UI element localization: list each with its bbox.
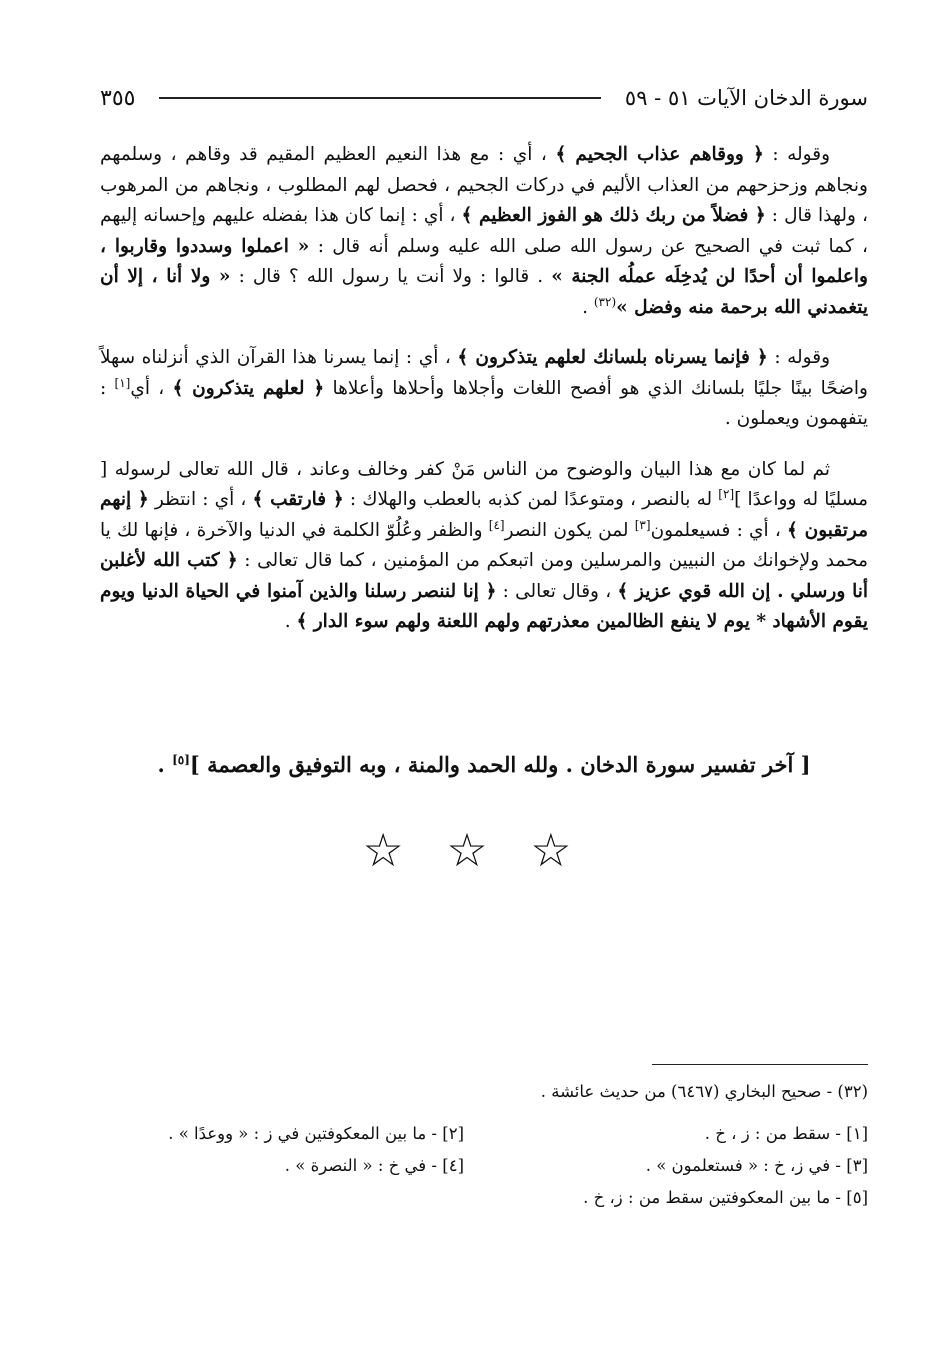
paragraph-1 <box>100 140 868 323</box>
p2-text-3: ، أي <box>130 377 173 399</box>
page-number: ٣٥٥ <box>100 85 136 111</box>
p1-text-4: . قالوا : ولا أنت يا رسول الله ؟ قال : <box>230 266 552 287</box>
quran-verse: ﴿ إنا لننصر رسلنا والذين آمنوا في الحياة الدنيا ويوم يقوم الأشهاد * يوم لا ينفع الظالمين معذرتهم ولهم اللعنة ولهم سوء الدار ﴾ <box>100 580 868 632</box>
footnote-ref: [٥] <box>172 753 190 767</box>
hadith-text: « اعملوا وسددوا وقاربوا ، واعلموا أن أحدًا لن يُدخِلَه عملُه الجنة » <box>100 235 868 287</box>
quran-verse: ﴿ لعلهم يتذكرون ﴾ <box>172 377 325 399</box>
footnote-ref: [٣] <box>634 517 651 532</box>
running-title: سورة الدخان الآيات ٥١ - ٥٩ <box>624 86 868 110</box>
footnote-separator <box>652 1064 868 1065</box>
p2-text-1: وقوله : <box>767 347 831 368</box>
p1-text-3: ، أي : إنما كان هذا بفضله عليهم وإحسانه إليهم ، كما ثبت في الصحيح عن رسول الله صلى الله عليه وسلم أنه قال : <box>100 205 868 257</box>
p3-text-2: له بالنصر ، ومتوعدًا لمن كذبه بالعطب والهلاك : <box>343 489 719 510</box>
textual-notes <box>100 1118 868 1214</box>
footnote-1: [١] - سقط من : ز ، خ . <box>704 1124 868 1143</box>
p1-text-5: . <box>582 296 594 318</box>
p3-text-7: ، وقال تعالى : <box>496 580 618 602</box>
footnotes <box>100 1076 868 1214</box>
running-header <box>100 80 868 116</box>
p1-text-2: ، أي : مع هذا النعيم العظيم المقيم قد وقاهم ، وسلمهم ونجاهم وزحزحهم من العذاب الأليم في دركات الجحيم ، فحصل لهم المطلوب ، ونجاهم من المرهوب ، ولهذا قال : <box>100 144 868 226</box>
footnote-5: [٥] - ما بين المعكوفتين سقط من : ز، خ . <box>583 1188 868 1207</box>
quran-verse: ﴿ فارتقب ﴾ <box>252 489 344 510</box>
p3-text-6: والظفر وعُلُوّ الكلمة في الدنيا والآخرة ، فإنها لك يا محمد ولإخوانك من النبيين والمرسلين ومن اتبعكم من المؤمنين ، كما قال تعالى : <box>100 519 868 571</box>
p2-text-2: ، أي : إنما يسرنا هذا القرآن الذي أنزلناه سهلاً واضحًا بينًا جليًا بلسانك الذي هو أفصح اللغات وأجلاها وأحلاها وأعلاها <box>100 347 868 399</box>
footnote-4: [٤] - في خ : « النصرة » . <box>284 1156 464 1175</box>
surah-closing-line <box>100 752 868 777</box>
footnote-ref: [١] <box>114 375 131 390</box>
quran-verse: ﴿ فإنما يسرناه بلسانك لعلهم يتذكرون ﴾ <box>457 347 768 368</box>
quran-verse: ﴿ إنهم مرتقبون ﴾ <box>100 489 868 541</box>
p1-text-1: وقوله : <box>763 144 830 165</box>
footnote-3: [٣] - في ز، خ : « فستعلمون » . <box>645 1156 868 1175</box>
hadith-text: « ولا أنا ، إلا أن يتغمدني الله برحمة منه وفضل » <box>100 266 868 318</box>
p3-text-8: . <box>284 611 297 632</box>
footnote-ref: (٣٢) <box>593 294 617 309</box>
footnote-ref: [٤] <box>488 517 505 532</box>
p3-text-5: لمن يكون النصر <box>504 519 635 541</box>
p2-text-4: : يتفهمون ويعملون . <box>100 377 868 429</box>
quran-verse: ﴿ ووقاهم عذاب الجحيم ﴾ <box>555 144 764 165</box>
closing-end: . <box>157 752 173 777</box>
header-rule <box>159 97 600 99</box>
footnote-32: (٣٢) - صحيح البخاري (٦٤٦٧) من حديث عائشة . <box>540 1082 868 1101</box>
closing-text: [ آخر تفسير سورة الدخان . ولله الحمد والمنة ، وبه التوفيق والعصمة ] <box>189 752 811 777</box>
body-text <box>100 140 868 658</box>
quran-verse: ﴿ فضلاً من ربك ذلك هو الفوز العظيم ﴾ <box>461 205 766 226</box>
quran-verse: ﴿ كتب الله لأغلبن أنا ورسلي . إن الله قوي عزيز ﴾ <box>100 550 869 602</box>
p3-text-4: ، أي : فسيعلمون <box>650 519 788 541</box>
footnote-2: [٢] - ما بين المعكوفتين في ز : « ووعدًا » . <box>168 1124 464 1143</box>
paragraph-2 <box>100 343 868 435</box>
star-ornament-icon: ☆ ☆ ☆ <box>362 823 586 877</box>
footnote-ref: [٢] <box>718 486 735 501</box>
paragraph-3 <box>100 455 868 638</box>
p3-text-1: ثم لما كان مع هذا البيان والوضوح من الناس مَنْ كفر وخالف وعاند ، قال الله تعالى لرسوله [ مسليًا له وواعدًا ] <box>100 458 868 510</box>
p3-text-3: ، أي : انتظر <box>148 489 253 510</box>
